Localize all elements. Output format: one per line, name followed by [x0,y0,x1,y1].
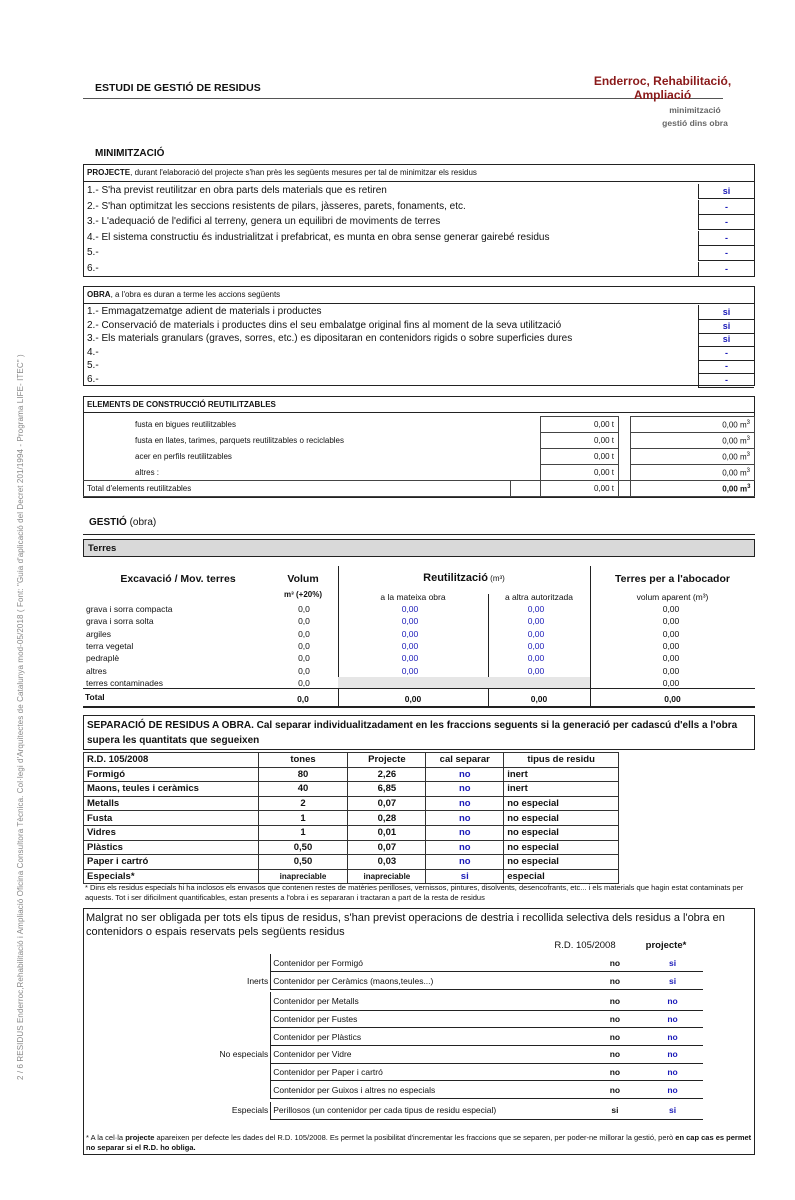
contenidor-proj[interactable]: si [642,1102,703,1120]
terres-a: 0,00 [401,604,419,615]
contenidor-group [83,1081,271,1099]
measure-item: 6.- [87,373,99,385]
header-subtitle [640,104,750,130]
terres-contaminades-gray [338,677,590,688]
element-t: 0,00 t [541,417,619,433]
sep-cell: 40 [258,782,348,797]
col-volum-unit: m³ (+20%) [283,590,322,599]
contenidor-row [83,1028,703,1046]
sep-cell: 0,07 [348,840,426,855]
sep-row [84,840,619,855]
separacio-note: * Dins els residus especials hi ha inclosos els envasos que contenen restes de matèries perilloses, vernissos, pintures, disolvents, desencofrants, etc... i els materials que hagin estat contaminats per aquests. Tot i ser dificilment quantificables, estan presents a l'obra i es separaran i tractaran a part de la resta de residus [85,883,744,902]
measure-item: 1.- S'ha previst reutilitzar en obra parts dels materials que es retiren [87,185,387,196]
element-label: fusta en llates, tarimes, parquets reutilitzables o reciclables [135,436,344,445]
contenidor-row [83,1010,703,1028]
projecte-heading [87,168,477,177]
terres-c: 0,00 [662,616,680,627]
sep-header: R.D. 105/2008 [84,753,259,768]
element-m3-val: 0,00 m [722,420,747,430]
sep-cell: 0,07 [348,796,426,811]
m3-sup: 3 [747,483,751,490]
contenidor-group [83,954,271,972]
terres-label: grava i sorra solta [86,616,154,627]
sep-cell: no especial [504,811,619,826]
element-m3 [631,465,755,481]
terres-c: 0,00 [662,677,680,688]
element-total-row [83,481,755,497]
sep-cell: Metalls [84,796,259,811]
sep-row [84,869,619,884]
sep-row [84,796,619,811]
element-total-blank [511,481,541,497]
element-label: altres : [135,467,160,477]
contenidor-group: Especials [231,1105,269,1116]
contenidor-rd: no [545,1045,642,1063]
gestio-title-suffix: (obra) [126,517,157,528]
terres-vol: 0,0 [298,604,310,615]
terres-vol: 0,0 [298,641,310,652]
obra-heading-line [84,303,754,304]
contenidor-proj[interactable]: si [642,954,703,972]
col-abocador-unit: volum aparent (m³) [636,592,709,602]
contenidor-label: Contenidor per Vidre [271,1045,545,1063]
measure-mark[interactable]: - [698,246,754,261]
terres-b: 0,00 [527,653,545,664]
terres-vol: 0,0 [298,665,310,676]
element-label: acer en perfils reutilitzables [135,452,232,461]
contenidors-note [86,1133,754,1153]
measure-item: 4.- El sistema constructiu és industrialitzat i prefabricat, es munta en obra sense generar gairebé residus [87,231,550,243]
terres-label: grava i sorra compacta [86,604,173,615]
sep-cell: 0,01 [348,825,426,840]
contenidor-label: Contenidor per Fustes [271,1010,545,1028]
contenidor-rd: no [545,1010,642,1028]
contenidor-proj[interactable]: si [642,972,703,990]
terres-b: 0,00 [527,604,545,615]
sep-row [84,767,619,782]
terres-b: 0,00 [527,616,545,627]
sep-cell: Paper i cartró [84,855,259,870]
terres-c: 0,00 [662,628,680,639]
measure-item: 5.- [87,360,99,371]
element-gap [619,481,631,497]
measure-item: 3.- Els materials granulars (graves, sorres, etc.) es dipositaran en contenidors rigids o sobre superficies dures [87,333,573,344]
sep-cell: no [426,840,504,855]
contenidor-label: Perillosos (un contenidor per cada tipus de residu especial) [271,1102,545,1120]
element-total-label: Total d'elements reutilitzables [83,481,511,497]
sep-row [84,855,619,870]
terres-total-c: 0,00 [664,694,681,704]
terres-label: altres [86,665,107,676]
obra-heading [87,290,280,299]
measure-item: 1.- Emmagatzematge adient de materials i productes [87,306,322,317]
sep-header: cal separar [426,753,504,768]
element-m3 [631,449,755,465]
sep-cell: no especial [504,825,619,840]
sep-cell: 0,28 [348,811,426,826]
measure-mark[interactable]: si [698,319,754,334]
sep-cell: no especial [504,840,619,855]
sep-row [84,825,619,840]
contenidor-label: Contenidor per Ceràmics (maons,teules...) [271,972,545,990]
contenidor-proj[interactable]: no [642,1045,703,1063]
sep-cell: inert [504,767,619,782]
col-altra-autoritzada: a altra autoritzada [504,592,574,602]
element-m3 [631,417,755,433]
element-gap [619,433,631,449]
contenidor-proj[interactable]: no [642,1081,703,1099]
terres-a: 0,00 [401,616,419,627]
measure-mark[interactable]: si [698,184,754,199]
contenidor-proj[interactable]: no [642,1010,703,1028]
contenidor-row [83,1102,703,1120]
measure-mark[interactable]: si [698,305,754,320]
terres-a: 0,00 [401,641,419,652]
contenidor-group [83,992,271,1010]
elements-title-line [84,412,754,413]
sep-cell: 0,03 [348,855,426,870]
element-t: 0,00 t [541,449,619,465]
projecte-box [83,164,755,277]
element-m3-val: 0,00 m [722,452,747,462]
sep-cell: Formigó [84,767,259,782]
sep-cell: no [426,782,504,797]
element-row [83,449,755,465]
sep-cell: no [426,796,504,811]
section-gestio-title [89,517,156,528]
terres-c: 0,00 [662,641,680,652]
measure-mark[interactable]: - [698,231,754,246]
projecte-desc: , durant l'elaboració del projecte s'han près les següents mesures per tal de minimitzar els residus [130,168,477,177]
contenidor-proj[interactable]: no [642,1028,703,1046]
separacio-heading: SEPARACIÓ DE RESIDUS A OBRA. Cal separar individualitzadament en les fraccions seguents si la generació per cadascú d'ells a l'obra supera les quantitats que segueixen [83,715,755,750]
sep-cell: Especials* [84,869,259,884]
m3-sup: 3 [746,435,750,442]
contenidor-rd: no [545,1028,642,1046]
measure-item: 2.- S'han optimitzat les seccions resistents de pilars, jàsseres, parets, fonaments, etc. [87,200,466,212]
elements-title: ELEMENTS DE CONSTRUCCIÓ REUTILITZABLES [87,400,276,409]
contenidor-group [83,1063,271,1081]
measure-mark[interactable]: - [698,373,754,388]
terres-bar: Terres [83,539,755,557]
contenidor-label: Contenidor per Plàstics [271,1028,545,1046]
terres-row [83,615,755,627]
elements-table [83,416,755,497]
col-mateixa-obra: a la mateixa obra [380,592,446,602]
terres-row [83,640,755,652]
obra-box [83,286,755,386]
sep-cell: 2 [258,796,348,811]
element-gap [619,417,631,433]
element-t: 0,00 t [541,465,619,481]
contenidor-rd: no [545,972,642,990]
project-type-line2: Ampliació [633,88,692,102]
element-t: 0,00 t [541,433,619,449]
element-m3-val: 0,00 m [722,436,747,446]
contenidor-label: Contenidor per Formigó [271,954,545,972]
contenidor-row [83,1045,703,1063]
terres-c: 0,00 [662,604,680,615]
col-excavacio: Excavació / Mov. terres [120,573,236,585]
element-row [83,433,755,449]
header-sub-gestio: gestió dins obra [662,118,728,128]
contenidor-rd: no [545,992,642,1010]
contenidor-label: Contenidor per Metalls [271,992,545,1010]
header-sub-minimitzacio: minimització [669,105,721,115]
col-reutilitzacio-label: Reutilització [423,572,488,584]
col-rd: R.D. 105/2008 [554,940,616,951]
terres-row [83,603,755,615]
sep-cell: si [426,869,504,884]
side-source-text: 2 / 6 RESIDUS Enderroc,Rehabilitació i Ampliació Oficina Consultora Tècnica. Col·legi d'Arquitectes de Catalunya mod-05/2018 ( Font: "Guia d'aplicació del Decret 201/1994 - Programa LIFE- ITEC" ) [16,354,25,1080]
contenidors-intro: Malgrat no ser obligada per tots els tipus de residus, s'han previst operacions de destria i recollida selectiva dels residus a l'obra en contenidors o espais reservats pels següents residus [86,912,725,938]
contenidor-row [83,954,703,972]
terres-label: pedraplè [86,653,120,664]
terres-vol: 0,0 [298,677,310,688]
contenidor-row [83,972,703,990]
gestio-title-bold: GESTIÓ [89,517,127,528]
contenidor-proj[interactable]: no [642,992,703,1010]
terres-label: terra vegetal [86,641,134,652]
contenidor-group: No especials [219,1049,269,1060]
terres-vol: 0,0 [298,628,310,639]
measure-mark[interactable]: - [698,200,754,215]
terres-total-line [83,688,755,689]
element-row [83,417,755,433]
element-gap [619,449,631,465]
note-part2: apareixen per defecte les dades del R.D. 105/2008. Es permet la posibilitat d'incrementar les fraccions que se separen, per poder-ne millorar la gestió, però [154,1133,676,1142]
contenidors-table [83,954,703,1120]
m3-sup: 3 [746,467,750,474]
terres-vol: 0,0 [298,653,310,664]
sep-cell: no especial [504,796,619,811]
contenidor-label: Contenidor per Paper i cartró [271,1063,545,1081]
col-abocador: Terres per a l'abocador [615,573,730,585]
measure-item: 3.- L'adequació de l'edifici al terreny, genera un equilibri de moviments de terres [87,216,441,227]
terres-total-label: Total [85,692,105,702]
col-volum: Volum [287,573,319,585]
terres-a: 0,00 [401,653,419,664]
sep-cell: Maons, teules i ceràmics [84,782,259,797]
element-row [83,465,755,481]
obra-label: OBRA [87,290,111,299]
sep-row [84,782,619,797]
sep-cell: no [426,855,504,870]
terres-total-a: 0,00 [404,694,422,704]
measure-mark[interactable]: - [698,262,754,277]
obra-desc: , a l'obra es duran a terme les accions següents [110,290,281,299]
separacio-table [83,752,619,884]
measure-mark[interactable]: - [698,346,754,361]
element-m3-val: 0,00 m [722,468,747,478]
contenidor-row [83,992,703,1010]
sep-cell: Vidres [84,825,259,840]
measure-item: 2.- Conservació de materials i productes dins el seu embalatge original fins al moment de la seva utilització [87,319,562,331]
measure-mark[interactable]: - [698,215,754,230]
contenidor-rd: si [545,1102,642,1120]
terres-bottom-line [83,706,755,708]
terres-a: 0,00 [401,628,419,639]
sep-cell: inert [504,782,619,797]
element-m3 [631,433,755,449]
sep-cell: no [426,811,504,826]
note-part1: * A la cel·la [86,1133,126,1142]
measure-item: 5.- [87,247,99,258]
contenidor-row [83,1063,703,1081]
terres-row [83,652,755,664]
element-total-t: 0,00 t [541,481,619,497]
sep-cell: inapreciable [258,869,348,884]
sep-cell: 6,85 [348,782,426,797]
section-minimitzacio-title: MINIMITZACIÓ [95,148,165,159]
measure-item: 6.- [87,262,99,274]
sep-cell: Plàstics [84,840,259,855]
element-total-m3-val: 0,00 m [722,484,748,494]
project-type [580,74,745,102]
contenidor-proj[interactable]: no [642,1063,703,1081]
contenidor-group: Inerts [246,975,269,986]
note-bold1: projecte [125,1133,155,1142]
contenidor-group [83,1010,271,1028]
sep-cell: 1 [258,811,348,826]
contenidor-group [83,1028,271,1046]
terres-vol: 0,0 [298,616,310,627]
terres-label: argiles [86,628,112,639]
sep-cell: 0,50 [258,855,348,870]
terres-b: 0,00 [527,628,545,639]
page-title: ESTUDI DE GESTIÓ DE RESIDUS [95,82,261,94]
m3-sup: 3 [746,419,750,426]
projecte-label: PROJECTE [87,168,131,177]
sep-cell: no [426,825,504,840]
sep-cell: especial [504,869,619,884]
sep-cell: no especial [504,855,619,870]
projecte-heading-line [84,181,754,182]
contenidor-row [83,1081,703,1099]
measure-item: 4.- [87,346,99,358]
terres-b: 0,00 [527,641,545,652]
m3-sup: 3 [746,451,750,458]
sep-cell: Fusta [84,811,259,826]
contenidor-rd: no [545,954,642,972]
terres-c: 0,00 [662,653,680,664]
terres-row [83,664,755,676]
element-label: fusta en bigues reutilitzables [135,420,236,429]
terres-total-vol: 0,0 [297,694,309,704]
sep-cell: inapreciable [348,869,426,884]
terres-c: 0,00 [662,665,680,676]
contenidor-label: Contenidor per Guixos i altres no especials [271,1081,545,1099]
element-total-m3 [631,481,755,497]
terres-a: 0,00 [401,665,419,676]
sep-row [84,811,619,826]
contenidor-rd: no [545,1063,642,1081]
measure-mark[interactable]: - [698,359,754,374]
sep-header: tones [258,753,348,768]
sep-cell: 1 [258,825,348,840]
sep-cell: 80 [258,767,348,782]
contenidor-rd: no [545,1081,642,1099]
terres-label: terres contaminades [86,677,164,688]
col-reutilitzacio [338,572,590,584]
project-type-line1: Enderroc, Rehabilitació, [593,74,732,88]
terres-b: 0,00 [527,665,545,676]
contenidors-list [83,954,703,1120]
col-reutilitzacio-unit: (m³) [487,574,505,583]
gestio-rule [83,534,755,535]
sep-header: tipus de residu [504,753,619,768]
measure-mark[interactable]: si [698,332,754,347]
terres-row [83,628,755,640]
sep-cell: 0,50 [258,840,348,855]
col-projecte: projecte* [645,940,687,951]
terres-total-b: 0,00 [530,694,548,704]
note-bold2: en cap cas es permet no separar si el R.D. ho obliga. [86,1133,752,1152]
sep-cell: no [426,767,504,782]
sep-cell: 2,26 [348,767,426,782]
element-gap [619,465,631,481]
terres-table [83,566,755,708]
sep-header: Projecte [348,753,426,768]
